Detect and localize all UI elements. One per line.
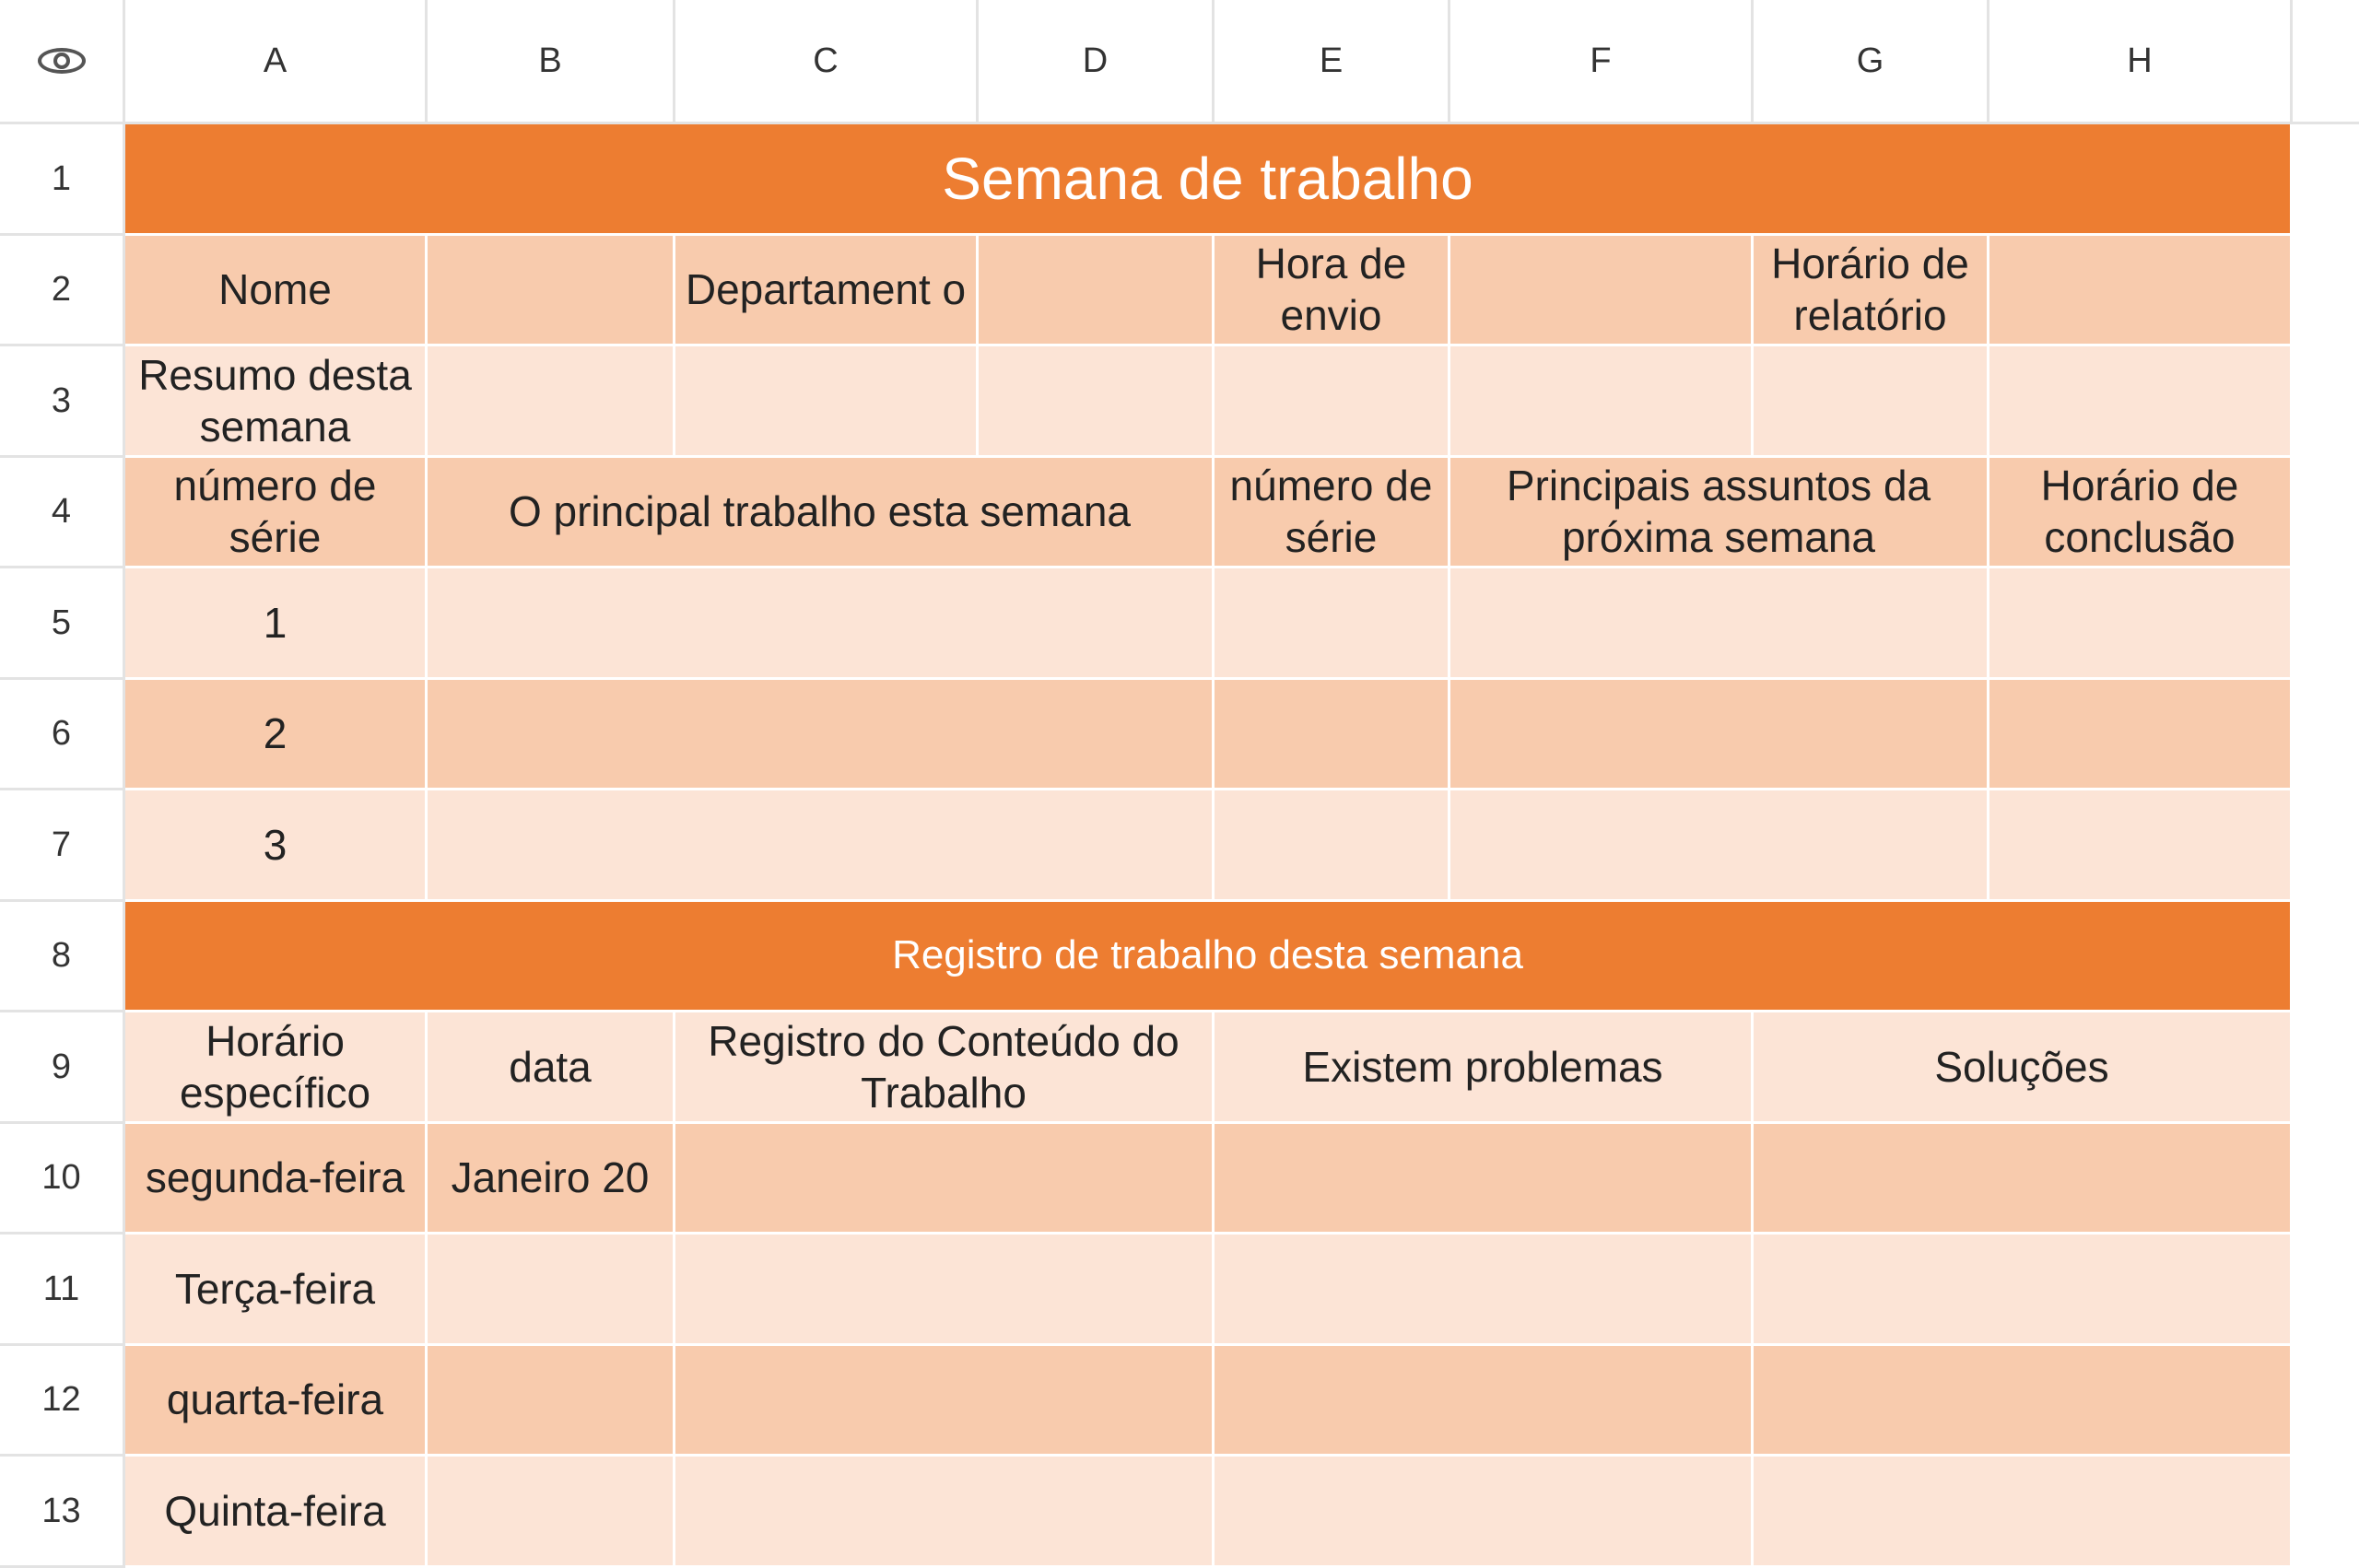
cell-e13-problems[interactable]	[1215, 1457, 1754, 1568]
row-header-5[interactable]: 5	[0, 568, 125, 680]
cell-a3-summary-label[interactable]: Resumo desta semana	[125, 346, 428, 458]
cell-e4-serial-label[interactable]: número de série	[1215, 458, 1450, 569]
cell-g2-report-time-label[interactable]: Horário de relatório	[1754, 236, 1989, 347]
cell-f7-next[interactable]	[1450, 790, 1989, 902]
row-header-7[interactable]: 7	[0, 790, 125, 902]
cell-h5-completion[interactable]	[1989, 568, 2293, 680]
eye-icon[interactable]	[35, 45, 88, 76]
cell-e10-problems[interactable]	[1215, 1124, 1754, 1235]
column-header-h[interactable]: H	[1989, 0, 2293, 124]
cell-b4-main-work-label[interactable]: O principal trabalho esta semana	[428, 458, 1215, 569]
row-header-9[interactable]: 9	[0, 1012, 125, 1124]
column-header-f[interactable]: F	[1450, 0, 1754, 124]
row-header-3[interactable]: 3	[0, 346, 125, 458]
cell-h3[interactable]	[1989, 346, 2293, 458]
cell-e11-problems[interactable]	[1215, 1235, 1754, 1346]
cell-c11-content[interactable]	[675, 1235, 1215, 1346]
cell-c2-department-label[interactable]: Departament o	[675, 236, 979, 347]
cell-b5-work[interactable]	[428, 568, 1215, 680]
column-header-g[interactable]: G	[1754, 0, 1989, 124]
row-header-6[interactable]: 6	[0, 680, 125, 791]
cell-b10-date[interactable]: Janeiro 20	[428, 1124, 675, 1235]
cell-e2-send-time-label[interactable]: Hora de envio	[1215, 236, 1450, 347]
cell-b12-date[interactable]	[428, 1346, 675, 1457]
cell-g13-solutions[interactable]	[1754, 1457, 2293, 1568]
cell-g9-solutions-header[interactable]: Soluções	[1754, 1012, 2293, 1124]
column-header-a[interactable]: A	[125, 0, 428, 124]
row-header-12[interactable]: 12	[0, 1346, 125, 1457]
row-header-13[interactable]: 13	[0, 1457, 125, 1568]
cell-c10-content[interactable]	[675, 1124, 1215, 1235]
cell-f3[interactable]	[1450, 346, 1754, 458]
cell-d2-department-value[interactable]	[979, 236, 1215, 347]
row-header-2[interactable]: 2	[0, 236, 125, 347]
cell-h2-report-time-value[interactable]	[1989, 236, 2293, 347]
cell-h7-completion[interactable]	[1989, 790, 2293, 902]
cell-a9-time-header[interactable]: Horário específico	[125, 1012, 428, 1124]
cell-a12-day[interactable]: quarta-feira	[125, 1346, 428, 1457]
cell-a7-number[interactable]: 3	[125, 790, 428, 902]
row-header-1[interactable]: 1	[0, 124, 125, 236]
row-header-11[interactable]: 11	[0, 1235, 125, 1346]
cell-b11-date[interactable]	[428, 1235, 675, 1346]
cell-h4-completion-label[interactable]: Horário de conclusão	[1989, 458, 2293, 569]
cell-g11-solutions[interactable]	[1754, 1235, 2293, 1346]
cell-b7-work[interactable]	[428, 790, 1215, 902]
cell-b6-work[interactable]	[428, 680, 1215, 791]
cell-f2-send-time-value[interactable]	[1450, 236, 1754, 347]
cell-a2-name-label[interactable]: Nome	[125, 236, 428, 347]
cell-c9-content-header[interactable]: Registro do Conteúdo do Trabalho	[675, 1012, 1215, 1124]
sheet-title-cell[interactable]: Semana de trabalho	[125, 124, 2293, 236]
cell-c12-content[interactable]	[675, 1346, 1215, 1457]
cell-f6-next[interactable]	[1450, 680, 1989, 791]
cell-h6-completion[interactable]	[1989, 680, 2293, 791]
cell-f5-next[interactable]	[1450, 568, 1989, 680]
cell-c13-content[interactable]	[675, 1457, 1215, 1568]
cell-b2-name-value[interactable]	[428, 236, 675, 347]
cell-c3[interactable]	[675, 346, 979, 458]
column-header-b[interactable]: B	[428, 0, 675, 124]
cell-f4-next-week-label[interactable]: Principais assuntos da próxima semana	[1450, 458, 1989, 569]
cell-a10-day[interactable]: segunda-feira	[125, 1124, 428, 1235]
column-header-d[interactable]: D	[979, 0, 1215, 124]
cell-a6-number[interactable]: 2	[125, 680, 428, 791]
column-header-e[interactable]: E	[1215, 0, 1450, 124]
row-header-10[interactable]: 10	[0, 1124, 125, 1235]
cell-a11-day[interactable]: Terça-feira	[125, 1235, 428, 1346]
cell-d3[interactable]	[979, 346, 1215, 458]
cell-g12-solutions[interactable]	[1754, 1346, 2293, 1457]
cell-e7-serial[interactable]	[1215, 790, 1450, 902]
cell-a4-serial-label[interactable]: número de série	[125, 458, 428, 569]
cell-a5-number[interactable]: 1	[125, 568, 428, 680]
cell-e9-problems-header[interactable]: Existem problemas	[1215, 1012, 1754, 1124]
cell-e5-serial[interactable]	[1215, 568, 1450, 680]
row-header-8[interactable]: 8	[0, 902, 125, 1013]
cell-e12-problems[interactable]	[1215, 1346, 1754, 1457]
select-all-corner[interactable]	[0, 0, 125, 124]
row-header-4[interactable]: 4	[0, 458, 125, 569]
log-title-cell[interactable]: Registro de trabalho desta semana	[125, 902, 2293, 1013]
cell-b3[interactable]	[428, 346, 675, 458]
cell-e6-serial[interactable]	[1215, 680, 1450, 791]
cell-a13-day[interactable]: Quinta-feira	[125, 1457, 428, 1568]
cell-g10-solutions[interactable]	[1754, 1124, 2293, 1235]
cell-b9-date-header[interactable]: data	[428, 1012, 675, 1124]
cell-b13-date[interactable]	[428, 1457, 675, 1568]
column-header-c[interactable]: C	[675, 0, 979, 124]
cell-e3[interactable]	[1215, 346, 1450, 458]
cell-g3[interactable]	[1754, 346, 1989, 458]
column-header-filler	[2293, 0, 2359, 124]
